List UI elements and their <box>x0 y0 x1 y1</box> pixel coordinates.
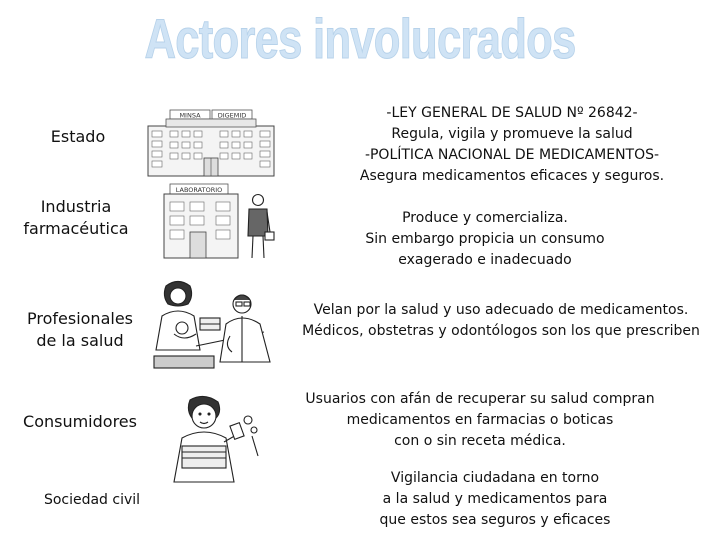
description-consumidores <box>290 389 670 452</box>
desc-line: Vigilancia ciudadana en torno <box>390 470 600 486</box>
desc-line: a la salud y medicamentos para <box>382 491 608 507</box>
desc-line: que estos sea seguros y eficaces <box>379 512 611 528</box>
description-profesionales <box>282 300 720 342</box>
actor-label: Industria <box>40 197 112 216</box>
doctor-patient-icon <box>152 276 277 371</box>
description-industria <box>340 208 630 271</box>
actor-label: farmacéutica <box>23 219 129 238</box>
desc-line: -POLÍTICA NACIONAL DE MEDICAMENTOS- <box>364 147 660 163</box>
desc-line: Sin embargo propicia un consumo <box>365 231 605 247</box>
desc-line: Médicos, obstetras y odontólogos son los que prescriben <box>302 323 700 339</box>
actor-estado <box>18 126 138 148</box>
laboratory-building-icon <box>160 182 285 262</box>
consumer-pill-icon <box>168 394 263 484</box>
actor-profesionales-salud <box>10 308 150 352</box>
actor-label: de la salud <box>36 331 124 350</box>
actor-sociedad-civil <box>22 489 162 511</box>
desc-line: medicamentos en farmacias o boticas <box>346 412 614 428</box>
desc-line: -LEY GENERAL DE SALUD Nº 26842- <box>386 105 638 121</box>
actor-label: Estado <box>50 127 106 146</box>
desc-line: Velan por la salud y uso adecuado de medicamentos. <box>313 302 689 318</box>
desc-line: exagerado e inadecuado <box>398 252 572 268</box>
sign-digemid: DIGEMID <box>217 111 247 120</box>
actor-label: Profesionales <box>27 309 133 328</box>
desc-line: Asegura medicamentos eficaces y seguros. <box>359 168 665 184</box>
actor-consumidores <box>10 411 150 433</box>
actor-label: Sociedad civil <box>43 492 141 508</box>
desc-line: Regula, vigila y promueve la salud <box>391 126 633 142</box>
desc-line: con o sin receta médica. <box>394 433 566 449</box>
sign-minsa: MINSA <box>179 111 201 120</box>
government-building-icon <box>146 104 276 179</box>
desc-line: Produce y comercializa. <box>402 210 568 226</box>
actor-label: Consumidores <box>23 412 137 431</box>
sign-laboratorio: LABORATORIO <box>175 186 223 194</box>
page-title: Actores involucrados <box>144 7 576 70</box>
desc-line: Usuarios con afán de recuperar su salud compran <box>305 391 655 407</box>
description-estado <box>312 103 712 187</box>
description-sociedad-civil <box>355 468 635 531</box>
actor-industria-farmaceutica <box>10 196 142 240</box>
